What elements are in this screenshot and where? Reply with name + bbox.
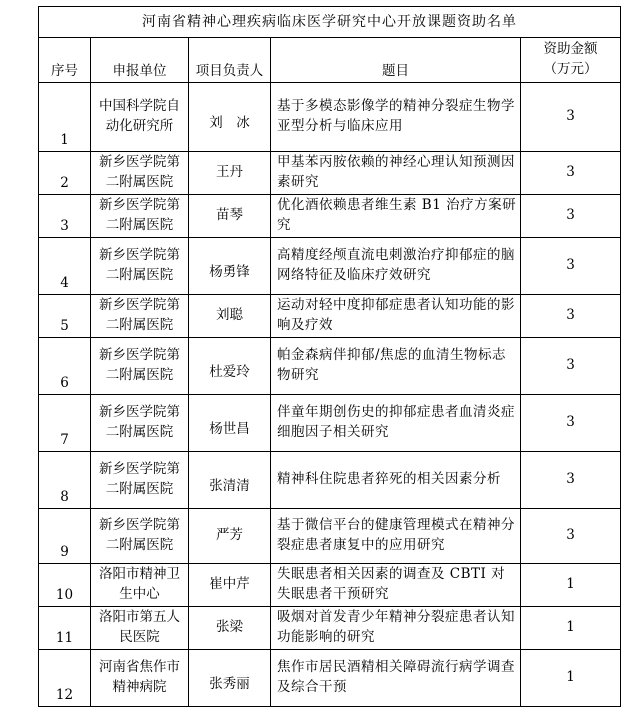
row-number: 12 (39, 650, 91, 707)
row-leader: 崔中芹 (189, 564, 271, 607)
row-number: 8 (39, 452, 91, 509)
row-topic: 吸烟对首发青少年精神分裂症患者认知功能影响的研究 (271, 607, 521, 650)
row-number: 2 (39, 152, 91, 195)
row-amount: 3 (521, 238, 621, 295)
row-number: 9 (39, 509, 91, 564)
row-unit-text: 新乡医学院第二附属医院 (99, 517, 180, 553)
table-row (39, 152, 621, 195)
row-topic: 运动对轻中度抑郁症患者认知功能的影响及疗效 (271, 295, 521, 338)
row-unit (91, 650, 189, 707)
table-title: 河南省精神心理疾病临床医学研究中心开放课题资助名单 (39, 7, 621, 38)
header-row (39, 38, 621, 83)
row-topic: 基于微信平台的健康管理模式在精神分裂症患者康复中的应用研究 (271, 509, 521, 564)
table-row (39, 607, 621, 650)
row-topic: 精神科住院患者猝死的相关因素分析 (271, 452, 521, 509)
row-amount: 3 (521, 152, 621, 195)
row-unit-text: 新乡医学院第二附属医院 (99, 297, 180, 333)
row-number: 5 (39, 295, 91, 338)
col-header-amount-line1: 资助金额 (543, 41, 598, 58)
row-leader: 严芳 (189, 509, 271, 564)
row-amount: 3 (521, 509, 621, 564)
table-row (39, 509, 621, 564)
row-number: 11 (39, 607, 91, 650)
row-unit (91, 338, 189, 395)
row-number: 1 (39, 83, 91, 152)
col-header-topic: 题目 (271, 38, 521, 83)
table-row (39, 395, 621, 452)
row-leader: 张梁 (189, 607, 271, 650)
row-amount: 3 (521, 395, 621, 452)
row-amount: 1 (521, 564, 621, 607)
row-number: 3 (39, 195, 91, 238)
row-unit (91, 564, 189, 607)
row-unit (91, 452, 189, 509)
row-topic: 帕金森病伴抑郁/焦虑的血清生物标志物研究 (271, 338, 521, 395)
col-header-amount-line2: （万元） (543, 61, 598, 77)
col-header-no: 序号 (39, 38, 91, 83)
row-leader: 杨勇锋 (189, 238, 271, 295)
row-unit (91, 152, 189, 195)
row-unit-text: 新乡医学院第二附属医院 (99, 247, 180, 283)
row-unit-text: 新乡医学院第二附属医院 (99, 404, 180, 440)
row-unit-text: 新乡医学院第二附属医院 (99, 461, 180, 497)
row-leader: 杜爱玲 (189, 338, 271, 395)
title-row (39, 7, 621, 38)
row-amount: 1 (521, 650, 621, 707)
row-unit (91, 238, 189, 295)
row-amount: 1 (521, 607, 621, 650)
row-leader: 刘 冰 (189, 83, 271, 152)
row-amount: 3 (521, 195, 621, 238)
row-unit-text: 洛阳市第五人民医院 (99, 609, 180, 645)
table-row (39, 650, 621, 707)
row-unit (91, 395, 189, 452)
row-unit (91, 607, 189, 650)
row-leader: 张清清 (189, 452, 271, 509)
row-topic: 甲基苯丙胺依赖的神经心理认知预测因素研究 (271, 152, 521, 195)
table-row (39, 295, 621, 338)
row-topic: 优化酒依赖患者维生素 B1 治疗方案研究 (271, 195, 521, 238)
table-row (39, 195, 621, 238)
row-leader: 张秀丽 (189, 650, 271, 707)
col-header-leader: 项目负责人 (189, 38, 271, 83)
row-amount: 3 (521, 338, 621, 395)
row-unit-text: 洛阳市精神卫生中心 (99, 566, 180, 602)
row-leader: 苗琴 (189, 195, 271, 238)
row-topic: 伴童年期创伤史的抑郁症患者血清炎症细胞因子相关研究 (271, 395, 521, 452)
row-number: 7 (39, 395, 91, 452)
row-amount: 3 (521, 452, 621, 509)
table-row (39, 338, 621, 395)
row-unit (91, 195, 189, 238)
row-leader: 刘聪 (189, 295, 271, 338)
table-body (39, 83, 621, 707)
table-row (39, 564, 621, 607)
row-topic: 高精度经颅直流电刺激治疗抑郁症的脑网络特征及临床疗效研究 (271, 238, 521, 295)
row-leader: 杨世昌 (189, 395, 271, 452)
table-row (39, 83, 621, 152)
row-topic: 基于多模态影像学的精神分裂症生物学亚型分析与临床应用 (271, 83, 521, 152)
row-leader: 王丹 (189, 152, 271, 195)
row-topic: 失眠患者相关因素的调查及 CBTI 对失眠患者干预研究 (271, 564, 521, 607)
row-unit-text: 新乡医学院第二附属医院 (99, 154, 180, 190)
row-unit (91, 83, 189, 152)
row-unit (91, 295, 189, 338)
row-unit-text: 河南省焦作市精神病院 (99, 659, 180, 695)
row-unit (91, 509, 189, 564)
row-number: 10 (39, 564, 91, 607)
row-number: 6 (39, 338, 91, 395)
row-amount: 3 (521, 83, 621, 152)
row-amount: 3 (521, 295, 621, 338)
row-topic: 焦作市居民酒精相关障碍流行病学调查及综合干预 (271, 650, 521, 707)
funding-table (38, 6, 621, 707)
table-row (39, 238, 621, 295)
col-header-unit: 申报单位 (91, 38, 189, 83)
row-number: 4 (39, 238, 91, 295)
row-unit-text: 中国科学院自动化研究所 (99, 98, 180, 134)
col-header-amount (521, 38, 621, 83)
table-row (39, 452, 621, 509)
row-unit-text: 新乡医学院第二附属医院 (99, 197, 180, 233)
row-unit-text: 新乡医学院第二附属医院 (99, 347, 180, 383)
